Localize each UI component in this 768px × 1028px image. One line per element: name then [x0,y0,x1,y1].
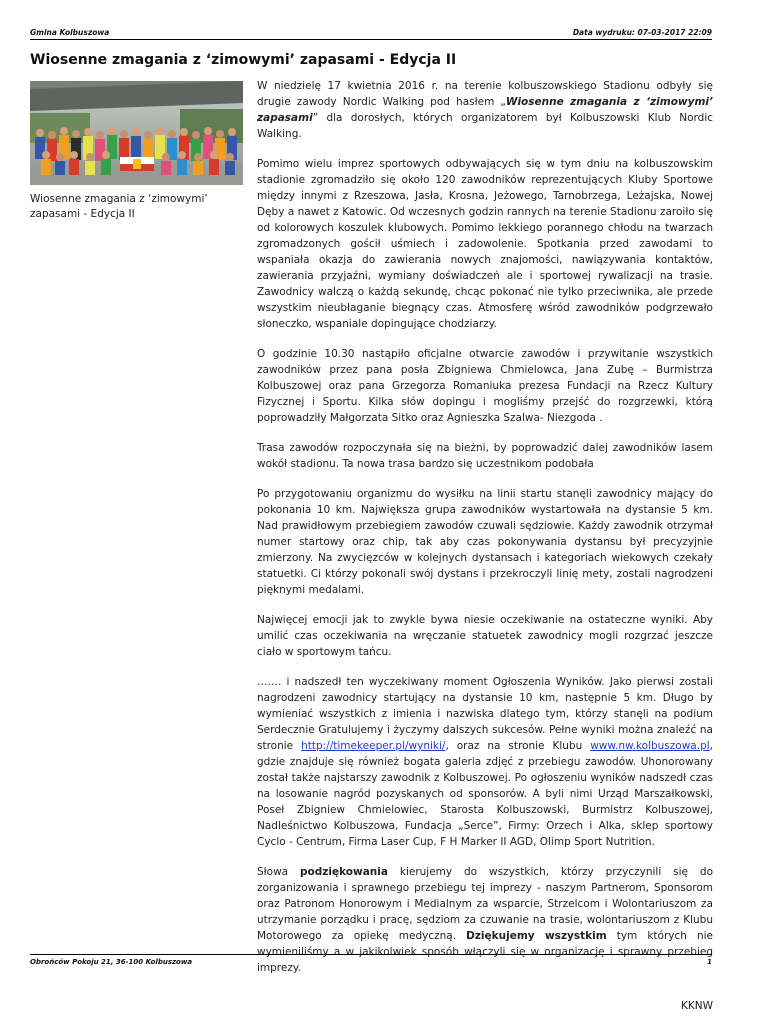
thanks-bold-2: Dziękujemy wszystkim [466,930,607,942]
paragraph-route: Trasa zawodów rozpoczynała się na bieżni, by poprowadzić dalej zawodników lasem wokół stadionu. Ta nowa trasa bardzo się uczestnikom podobała [257,442,713,470]
intro-event-slogan: Wiosenne zmagania z ‘zimowymi’ zapasami [257,96,713,124]
club-website-link[interactable]: www.nw.kolbuszowa.pl [590,740,710,752]
paragraph-intro [257,78,713,142]
thanks-bold-1: podziękowania [300,866,388,878]
article-body [257,78,713,1028]
intro-text-after: ” dla dorosłych, których organizatorem był Kolbuszowski Klub Nordic Walking. [257,112,713,140]
footer-page-number: 1 [707,958,712,966]
header-print-date: Data wydruku: 07-03-2017 22:09 [572,28,712,37]
intro-text-before: W niedzielę 17 kwietnia 2016 r. na terenie kolbuszowskiego Stadionu odbyły się drugie zawody Nordic Walking pod hasłem „ [257,80,713,108]
results-text-1: ……. i nadszedł ten wyczekiwany moment Ogłoszenia Wyników. Jako pierwsi zostali nagrodzeni zawodnicy startujący na dystansie 10 km, następnie 5 km. Długo by wymieniać wszystkich z imienia i nazwiska dlatego tym, którzy stanęli na podium Serdecznie Gratulujemy i życzymy dalszych sukcesów. Pełne wyniki można znaleźć na stronie [257,676,713,752]
thanks-text-1: Słowa [257,866,301,878]
paragraph-emotions: Najwięcej emocji jak to zwykle bywa niesie oczekiwanie na ostateczne wyniki. Aby umilić czas oczekiwania na wręczanie statuetek zawodnicy mogli rozgrzać jeszcze ciało w sportowym tańcu. [257,614,713,658]
thanks-text-3: tym których nie wymieniliśmy a w jakikolwiek sposób włączyli się w organizację i sprawny przebieg imprezy. [257,930,713,974]
paragraph-results [257,674,713,850]
page-footer [30,954,712,966]
results-text-3: , gdzie znajduje się również bogata galeria zdjęć z przebiegu zawodów. Uhonorowany został także najstarszy zawodnik z Kolbuszowej. Po ogłoszeniu wyników nadszedł czas na losowanie nagród pozyskanych od sponsorów. A byli nimi Urząd Marszałkowski, Poseł Zbigniew Chmielowiec, Starosta Kolbuszowski, Burmistrz Kolbuszowej, Nadleśnictwo Kolbuszowa, Fundacja „Serce”, Firmy: Orzech i Alka, sklep sportowy Cyclo - Centrum, Firma Laser Cup, F H Marker II AGD, Olimp Sport Nutrition. [257,740,713,848]
photo-block [30,81,243,222]
paragraph-opening: O godzinie 10.30 nastąpiło oficjalne otwarcie zawodów i przywitanie wszystkich zawodników przez pana posła Zbigniewa Chmielowca, Jana Zubę – Burmistrza Kolbuszowej oraz pana Grzegorza Romaniuka prezesa Fundacji na Rzecz Kultury Fizycznej i Sportu. Kilka słów dopingu i mogliśmy przejść do rozgrzewki, którą poprowadziły Małgorzata Sitko oraz Agnieszka Szalwa- Niezgoda . [257,348,713,424]
paragraph-participants: Pomimo wielu imprez sportowych odbywających się w tym dniu na kolbuszowskim stadionie zgromadziło się około 120 zawodników reprezentujących Kluby Sportowe między innymi z Rzeszowa, Jasła, Krosna, Jeżowego, Tarnobrzega, Leżajska, Nowej Dęby a nawet z Katowic. Od wczesnych godzin rannych na terenie Stadionu zaroiło się od kolorowych koszulek klubowych. Pomimo lekkiego porannego chłodu na twarzach zgromadzonych gościł uśmiech i zadowolenie. Spotkania przed zawodami to wspaniała okazja do zawierania nowych znajomości, nawiązywania kontaktów, zawierania przyjaźni, wymiany doświadczeń ale i sportowej rywalizacji na trasie. Zawodnicy walczą o każdą sekundę, chcąc pokonać nie tylko przeciwnika, ale przede wszystkim nieubłaganie biegnący czas. Atmosferę wśród zawodników podgrzewało słoneczko, wspaniale dopingujące chodziarzy. [257,158,713,330]
event-photo [30,81,243,185]
photo-caption: Wiosenne zmagania z ‘zimowymi’ zapasami - Edycja II [30,193,208,220]
paragraph-start: Po przygotowaniu organizmu do wysiłku na linii startu stanęli zawodnicy mający do pokonania 10 km. Największa grupa zawodników wystartowała na dystansie 5 km. Nad prawidłowym przebiegiem zawodów czuwali sędziowie. Każdy zawodnik otrzymał numer startowy oraz chip, tak aby czas pokonywania dystansu był precyzyjnie zmierzony. Na zwycięzców w kolejnych dystansach i kategoriach wiekowych czekały statuetki. Ci którzy pokonali swój dystans i przekroczyli linię mety, zostali nagrodzeni pięknymi medalami. [257,488,713,596]
page-header [30,28,712,40]
results-text-2: , oraz na stronie Klubu [445,740,591,752]
footer-address: Obrońców Pokoju 21, 36-100 Kolbuszowa [30,958,193,966]
article-title: Wiosenne zmagania z ‘zimowymi’ zapasami - Edycja II [30,52,457,68]
thanks-text-2: kierujemy do wszystkich, którzy przyczynili się do zorganizowania i sprawnego przebiegu tej imprezy - naszym Partnerom, Sponsorom oraz Patronom Honorowym i Medialnym za wsparcie, Strzelcom i Wolontariuszom za utrzymanie porządku i pracę, sędziom za czuwanie na trasie, wolontariuszom z Klubu Motorowego za opiekę medyczną. [257,866,713,942]
article-signature: KKNW [680,1000,713,1012]
timekeeper-results-link[interactable]: http://timekeeper.pl/wyniki/ [301,740,446,752]
header-site-name: Gmina Kolbuszowa [30,28,110,37]
